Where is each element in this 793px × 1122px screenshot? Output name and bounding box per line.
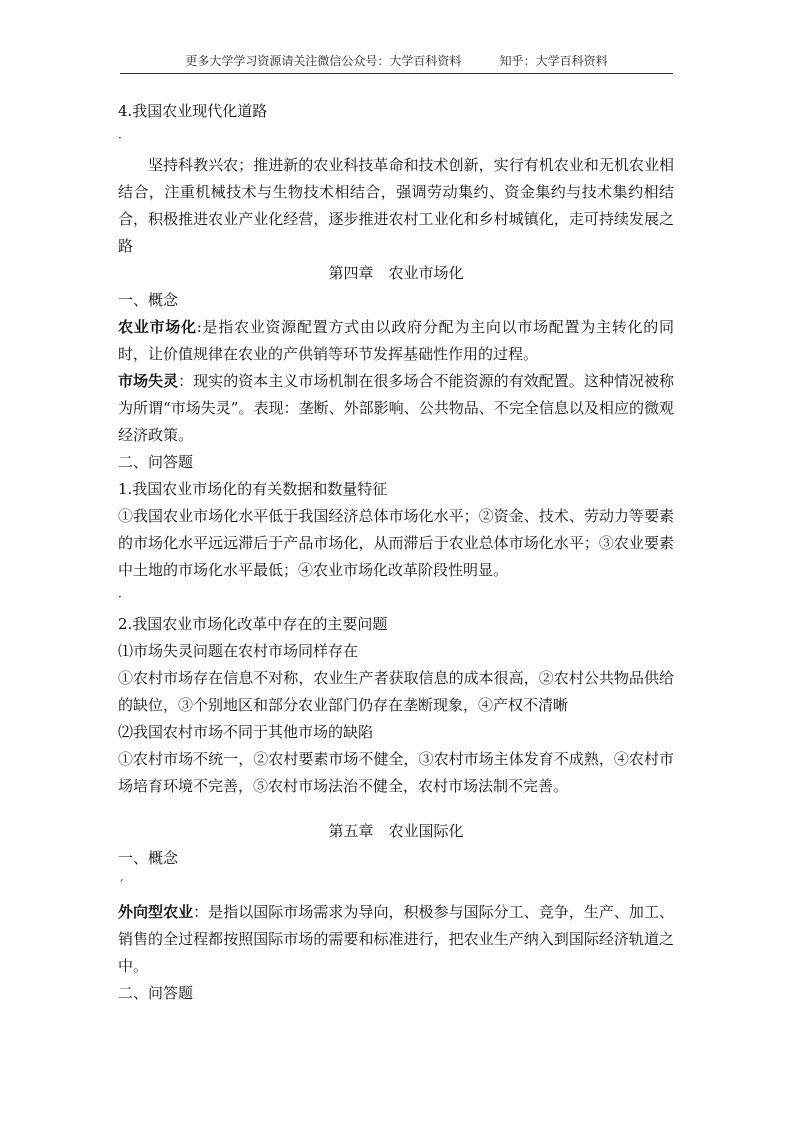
term-agri-marketization: 农业市场化 [118, 318, 197, 336]
section-title-modernization: 4.我国农业现代化道路 [118, 102, 268, 120]
definition-text: ：现实的资本主义市场机制在很多场合不能资源的有效配置。这种情况被称为所谓“市场失灵”。表现：垄断、外部影响、公共物品、不完全信息以及相应的微观经济政策。 [118, 372, 674, 444]
answer-2-1: ①农村市场存在信息不对称，农业生产者获取信息的成本很高，②农村公共物品供给的缺位，③个别地区和部分农业部门仍存在垄断现象，④产权不清晰 [118, 669, 674, 714]
page-header [120, 52, 673, 69]
question-2: 2.我国农业市场化改革中存在的主要问题 [118, 615, 388, 633]
chapter5-title: 第五章 农业国际化 [328, 822, 464, 840]
concepts-heading: 一、概念 [118, 849, 179, 867]
header-wechat-text: 更多大学学习资源请关注微信公众号：大学百科资料 [185, 54, 462, 68]
subheading-market-failure: ⑴市场失灵问题在农村市场同样存在 [118, 642, 359, 660]
definition-text: :是指农业资源配置方式由以政府分配为主向以市场配置为主转化的同时，让价值规律在农业的产供销等环节发挥基础性作用的过程。 [118, 318, 674, 363]
qa-heading: 二、问答题 [118, 984, 194, 1002]
section-gap [118, 800, 674, 818]
paragraph-modernization-path: 坚持科教兴农；推进新的农业科技革命和技术创新，实行有机农业和无机农业相结合，注重机械技术与生物技术相结合，强调劳动集约、资金集约与技术集约相结合，积极推进农业产业化经营，逐步推进农村工业化和乡村城镇化，走可持续发展之路 [118, 156, 674, 255]
answer-1: ①我国农业市场化水平低于我国经济总体市场化水平；②资金、技术、劳动力等要素的市场化水平远远滞后于产品市场化，从而滞后于农业总体市场化水平；③农业要素中土地的市场化水平最低；④农业市场化改革阶段性明显。 [118, 507, 674, 579]
answer-2-2: ①农村市场不统一，②农村要素市场不健全，③农村市场主体发育不成熟，④农村市场培育环境不完善，⑤农村市场法治不健全，农村市场法制不完善。 [118, 750, 674, 795]
stray-mark: · [118, 590, 122, 604]
definition-agri-marketization [118, 314, 674, 368]
definition-export-agriculture [118, 899, 674, 980]
concepts-heading: 一、概念 [118, 291, 179, 309]
subheading-market-defects: ⑵我国农村市场不同于其他市场的缺陷 [118, 723, 374, 741]
chapter4-title: 第四章 农业市场化 [328, 264, 464, 282]
term-market-failure: 市场失灵 [118, 372, 179, 390]
header-zhihu-text: 知乎：大学百科资料 [499, 54, 608, 68]
term-export-agriculture: 外向型农业 [118, 903, 194, 921]
header-rule [120, 73, 673, 74]
definition-text: ：是指以国际市场需求为导向，积极参与国际分工、竞争，生产、加工、销售的全过程都按照国际市场的需要和标准进行，把农业生产纳入到国际经济轨道之中。 [118, 903, 674, 975]
stray-mark: · [118, 131, 122, 145]
question-1: 1.我国农业市场化的有关数据和数量特征 [118, 480, 388, 498]
qa-heading: 二、问答题 [118, 453, 194, 471]
definition-market-failure [118, 368, 674, 449]
stray-mark: ˊ [118, 878, 124, 892]
document-body [118, 98, 674, 1007]
